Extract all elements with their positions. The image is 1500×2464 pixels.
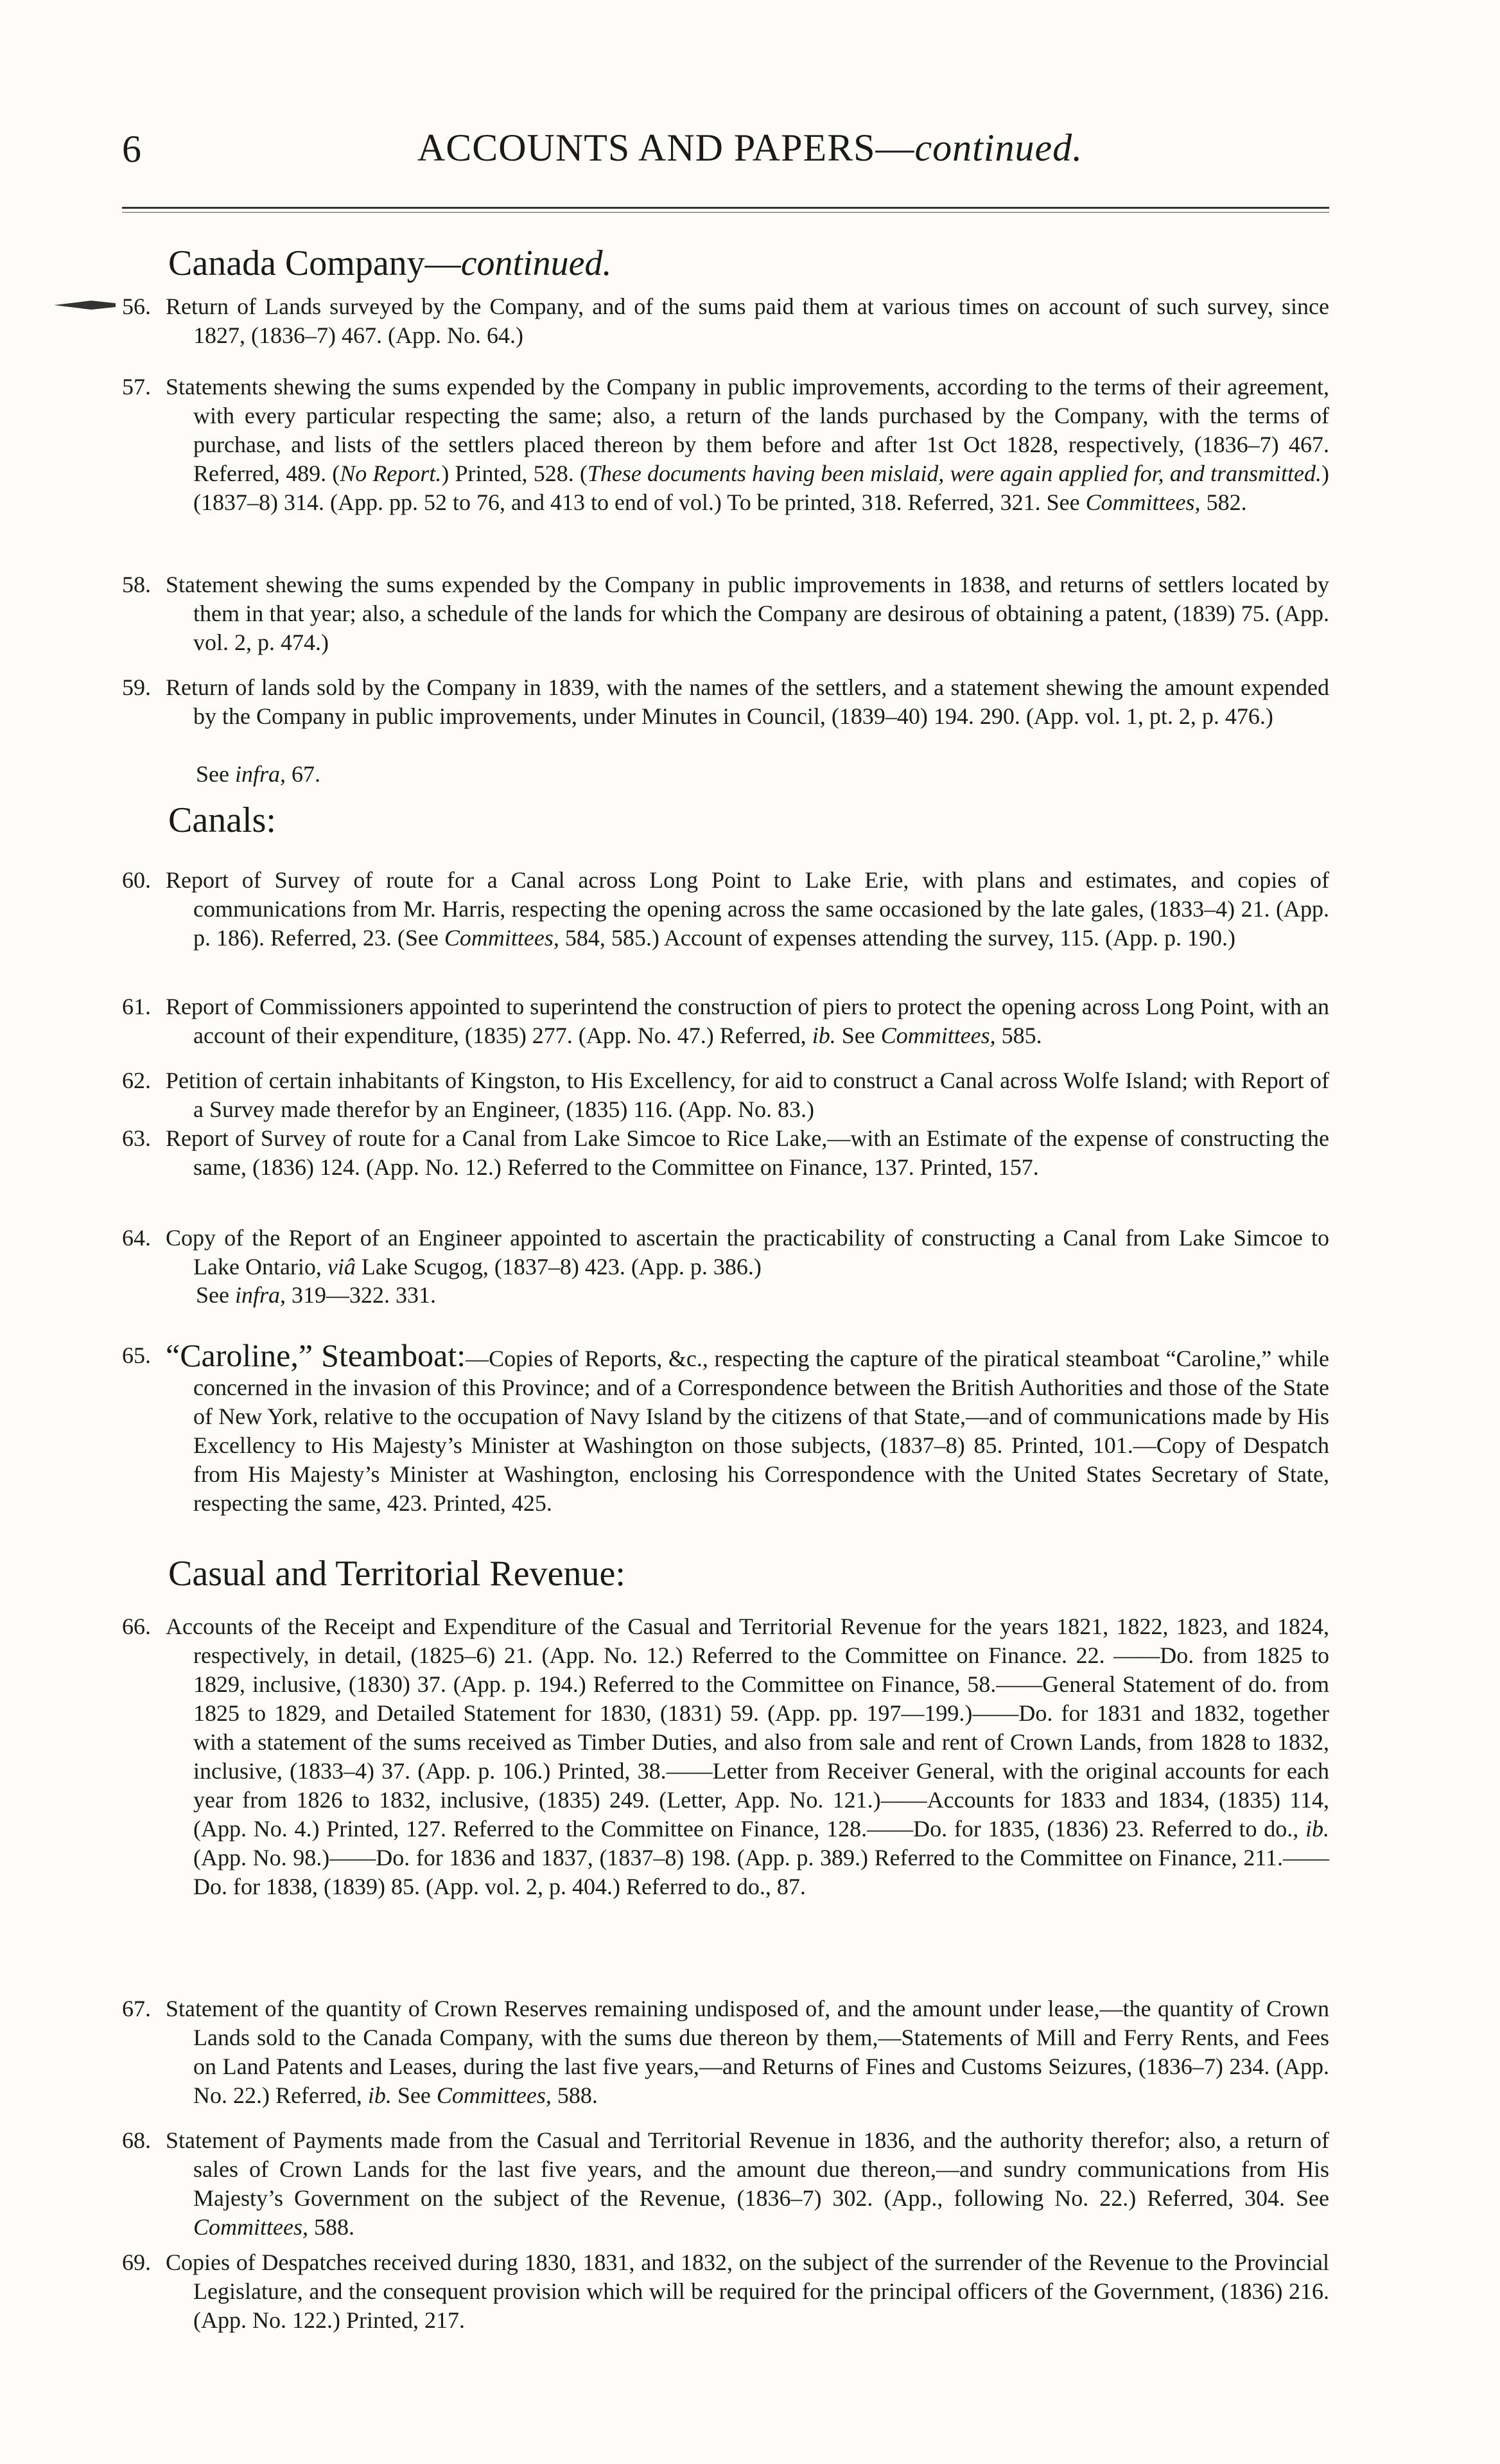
entry-number: 68. [122, 2127, 151, 2153]
entry-56 [122, 292, 1329, 350]
entry-number: 61. [122, 994, 151, 1019]
margin-mark-icon [53, 297, 117, 313]
entry-text [166, 373, 1329, 517]
see-reference [196, 1281, 436, 1308]
see-italic: infra, [234, 761, 286, 787]
entry-text-part: (App. No. 98.)——Do. for 1836 and 1837, (1837–8) 198. (App. p. 389.) Referred to the Committee on Finance, 211.——Do. for 1838, (1839) 85. (App. vol. 2, p. 404.) Referred to do., 87. [193, 1845, 1329, 1899]
entry-text-part: Accounts of the Receipt and Expenditure of the Casual and Territorial Revenue for the years 1821, 1822, 1823, and 1824, respectively, in detail, (1825–6) 21. (App. No. 12.) Referred to the Committee on Finance. 22. ——Do. from 1825 to 1829, inclusive, (1830) 37. (App. p. 194.) Referred to the Committee on Finance, 58.——General Statement of do. from 1825 to 1829, and Detailed Statement for 1830, (1831) 59. (App. pp. 197—199.)——Do. for 1831 and 1832, together with a statement of the sums received as Timber Duties, and also from sale and rent of Crown Lands, from 1828 to 1832, inclusive, (1833–4) 37. (App. p. 106.) Printed, 38.——Letter from Receiver General, with the original accounts for each year from 1826 to 1832, inclusive, (1835) 249. (Letter, App. No. 121.)——Accounts for 1833 and 1834, (1835) 114, (App. No. 4.) Printed, 127. Referred to the Committee on Finance, 128.——Do. for 1835, (1836) 23. Referred to do., [166, 1614, 1329, 1842]
entry-text [166, 1337, 1329, 1518]
entry-lead-heading: “Caroline,” Steamboat: [166, 1337, 466, 1373]
entry-text-part: Statement of Payments made from the Casual and Territorial Revenue in 1836, and the authority therefor; also, a return of sales of Crown Lands for the last five years, and the amount due thereon,—and sundry communications from His Majesty’s Government on the subject of the Revenue, (1836–7) 302. (App., following No. 22.) Referred, 304. See [166, 2127, 1329, 2211]
entry-68 [122, 2126, 1329, 2242]
entry-65 [122, 1337, 1329, 1518]
section-heading-canada-company [168, 243, 612, 284]
entry-text-italic: ib. [812, 1023, 836, 1048]
entry-61 [122, 992, 1329, 1050]
entry-text-part: See [391, 2082, 437, 2108]
entry-text [166, 1612, 1329, 1901]
entry-text-part: Statement of the quantity of Crown Reserves remaining undisposed of, and the amount under lease,—the quantity of Crown Lands sold to the Canada Company, with the sums due thereon by them,—Statements of Mill and Ferry Rents, and Fees on Land Patents and Leases, during the last five years,—and Returns of Fines and Customs Seizures, (1836–7) 234. (App. No. 22.) Referred, [166, 1996, 1329, 2108]
entry-60 [122, 866, 1329, 953]
entry-number: 56. [122, 294, 151, 319]
entry-number: 67. [122, 1996, 151, 2021]
entry-69 [122, 2248, 1329, 2335]
entry-text-italic: No Report. [340, 461, 442, 486]
page-number: 6 [122, 128, 141, 170]
section-heading-canals: Canals: [168, 800, 276, 840]
entry-text-part: Report of Survey of route for a Canal across Long Point to Lake Erie, with plans and estimates, and copies of communications from Mr. Harris, respecting the opening across the same occasioned by the late gales, (1833–4) 21. (App. p. 186). Referred, 23. (See [166, 867, 1329, 951]
entry-text: Statement shewing the sums expended by the Company in public improvements in 1838, and returns of settlers located by them in that year; also, a schedule of the lands for which the Company are desirous of obtaining a patent, (1839) 75. (App. vol. 2, p. 474.) [166, 572, 1329, 655]
entry-62 [122, 1066, 1329, 1124]
entry-text-part: 588. [308, 2214, 354, 2240]
entry-text-italic: These documents having been mislaid, were again applied for, and transmitted. [587, 461, 1322, 486]
see-italic: infra, [234, 1282, 286, 1308]
entry-text-part: 585. [995, 1023, 1042, 1048]
entry-number: 57. [122, 374, 151, 400]
see-reference [196, 761, 320, 788]
running-head-title: ACCOUNTS AND PAPERS— [417, 127, 915, 169]
entry-text-italic: Committees, [436, 2082, 552, 2108]
entry-text-italic: Committees, [1085, 489, 1201, 515]
entry-text-part: Lake Scugog, (1837–8) 423. (App. p. 386.) [355, 1254, 762, 1280]
entry-text-part: Statements shewing the sums expended by the Company in public improvements, according to the terms of their agreement, with every particular respecting the same; also, a return of the lands purchased by the Company, with the terms of purchase, and lists of the settlers placed thereon by them before and after 1st Oct 1828, respectively, (1836–7) 467. Referred, 489. ( [166, 374, 1329, 486]
entry-text: Report of Survey of route for a Canal from Lake Simcoe to Rice Lake,—with an Estimate of the expense of constructing the same, (1836) 124. (App. No. 12.) Referred to the Committee on Finance, 137. Printed, 157. [166, 1125, 1329, 1180]
entry-text [166, 866, 1329, 953]
entry-66 [122, 1612, 1329, 1901]
entry-text-italic: Committees, [444, 925, 559, 951]
entry-text: Return of Lands surveyed by the Company, and of the sums paid them at various times on account of such survey, since 1827, (1836–7) 467. (App. No. 64.) [166, 294, 1329, 348]
section-title: Canada Company— [168, 243, 461, 283]
entry-text-part: 588. [551, 2082, 598, 2108]
see-prefix: See [196, 1282, 235, 1308]
section-title-continued: continued. [460, 243, 612, 283]
entry-text-part: See [835, 1023, 881, 1048]
entry-text-italic: viâ [327, 1254, 356, 1280]
entry-number: 64. [122, 1225, 151, 1251]
entry-57 [122, 373, 1329, 517]
entry-text-part: Report of Commissioners appointed to superintend the construction of piers to protect the opening across Long Point, with an account of their expenditure, (1835) 277. (App. No. 47.) Referred, [166, 994, 1329, 1048]
entry-64 [122, 1224, 1329, 1281]
entry-text-part: ) (1837–8) 314. (App. pp. 52 to 76, and 413 to end of vol.) To be printed, 318. Referred, 321. See [193, 461, 1330, 515]
header-rule-thin [122, 212, 1329, 213]
entry-number: 63. [122, 1125, 151, 1151]
entry-text [166, 1994, 1329, 2110]
entry-number: 66. [122, 1614, 151, 1639]
entry-number: 59. [122, 674, 151, 700]
entry-text-part: —Copies of Reports, &c., respecting the capture of the piratical steamboat “Caroline,” while concerned in the invasion of this Province; and of a Correspondence between the British Authorities and those of the State of New York, relative to the occupation of Navy Island by the citizens of that State,—and of communications made by His Excellency to His Majesty’s Minister at Washington on those subjects, (1837–8) 85. Printed, 101.—Copy of Despatch from His Majesty’s Minister at Washington, enclosing his Correspondence with the United States Secretary of State, respecting the same, 423. Printed, 425. [193, 1346, 1329, 1516]
entry-text: Return of lands sold by the Company in 1839, with the names of the settlers, and a statement shewing the amount expended by the Company in public improvements, under Minutes in Council, (1839–40) 194. 290. (App. vol. 1, pt. 2, p. 476.) [166, 674, 1329, 729]
entry-number: 60. [122, 867, 151, 893]
entry-63 [122, 1124, 1329, 1182]
entry-67 [122, 1994, 1329, 2110]
entry-text-italic: ib. [367, 2082, 392, 2108]
entry-number: 62. [122, 1068, 151, 1093]
entry-text-italic: Committees, [880, 1023, 996, 1048]
entry-text-part: ) Printed, 528. ( [441, 461, 588, 486]
running-head-continued: continued. [914, 127, 1083, 169]
entry-59 [122, 673, 1329, 731]
see-prefix: See [196, 761, 235, 787]
entry-text: Petition of certain inhabitants of Kingston, to His Excellency, for aid to construct a Canal across Wolfe Island; with Report of a Survey made therefor by an Engineer, (1835) 116. (App. No. 83.) [166, 1068, 1329, 1122]
entry-text [166, 992, 1329, 1050]
see-suffix: 319—322. 331. [286, 1282, 436, 1308]
entry-text [166, 2126, 1329, 2242]
entry-text [166, 1224, 1329, 1281]
header-rule [122, 207, 1329, 209]
entry-58 [122, 570, 1329, 657]
entry-text-part: Copy of the Report of an Engineer appointed to ascertain the practicability of constructing a Canal from Lake Simcoe to Lake Ontario, [166, 1225, 1329, 1280]
entry-number: 65. [122, 1342, 151, 1368]
entry-text: Copies of Despatches received during 1830, 1831, and 1832, on the subject of the surrender of the Revenue to the Provincial Legislature, and the consequent provision which will be required for the principal officers of the Government, (1836) 216. (App. No. 122.) Printed, 217. [166, 2249, 1329, 2333]
entry-number: 58. [122, 572, 151, 597]
entry-text-italic: ib. [1305, 1816, 1329, 1842]
entry-text-part: 582. [1200, 489, 1247, 515]
running-head [0, 126, 1500, 170]
section-heading-casual-territorial-revenue: Casual and Territorial Revenue: [168, 1554, 625, 1594]
entry-number: 69. [122, 2249, 151, 2275]
entry-text-part: 584, 585.) Account of expenses attending the survey, 115. (App. p. 190.) [559, 925, 1235, 951]
entry-text-italic: Committees, [193, 2214, 308, 2240]
see-suffix: 67. [286, 761, 320, 787]
